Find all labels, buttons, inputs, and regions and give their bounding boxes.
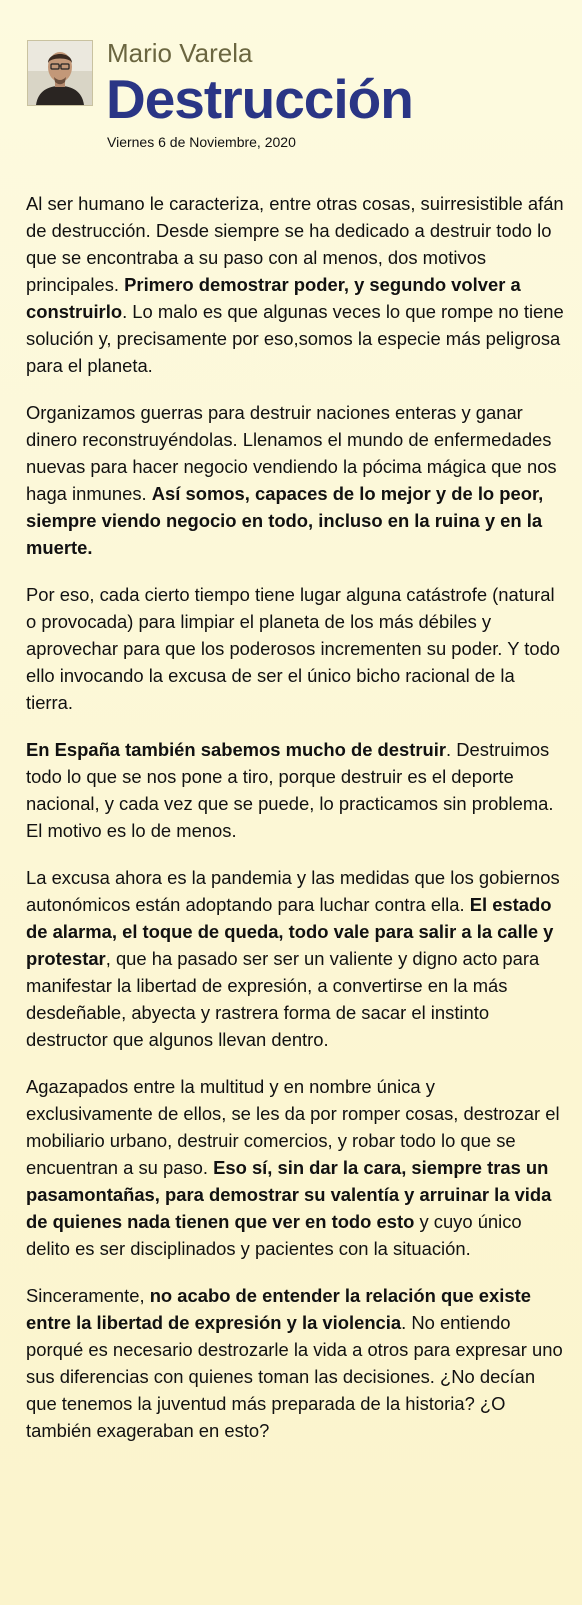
author-photo-icon [28, 41, 92, 105]
article-header [0, 0, 582, 160]
article-paragraph [26, 736, 566, 844]
article-paragraph [26, 190, 566, 379]
paragraph-bold-text: no acabo de entender la relación que existe entre la libertad de expresión y la violencia [26, 1285, 531, 1333]
paragraph-bold-text: El estado de alarma, el toque de queda, todo vale para salir a la calle y protestar [26, 894, 554, 969]
paragraph-text: . No entiendo porqué es necesario destrozarle la vida a otros para expresar uno sus diferencias con quienes toman las decisiones. ¿No decían que tenemos la juventud más preparada de la historia? ¿O también exageraban en esto? [26, 1312, 563, 1441]
paragraph-text: . Destruimos todo lo que se nos pone a tiro, porque destruir es el deporte nacional, y cada vez que se puede, lo practicamos sin problema. El motivo es lo de menos. [26, 739, 554, 841]
paragraph-text: y cuyo único delito es ser disciplinados y pacientes con la situación. [26, 1211, 522, 1259]
article-paragraph [26, 1282, 566, 1444]
paragraph-bold-text: Así somos, capaces de lo mejor y de lo peor, siempre viendo negocio en todo, incluso en la ruina y en la muerte. [26, 483, 544, 558]
article-date: Viernes 6 de Noviembre, 2020 [107, 134, 296, 150]
paragraph-text: Agazapados entre la multitud y en nombre única y exclusivamente de ellos, se les da por romper cosas, destrozar el mobiliario urbano, destruir comercios, y robar todo lo que se encuentran a su paso. [26, 1076, 560, 1178]
paragraph-text: La excusa ahora es la pandemia y las medidas que los gobiernos autonómicos están adoptando para luchar contra ella. [26, 867, 560, 915]
article-paragraph [26, 1073, 566, 1262]
article-paragraph [26, 864, 566, 1053]
paragraph-text: , que ha pasado ser ser un valiente y digno acto para manifestar la libertad de expresión, a convertirse en la más desdeñable, abyecta y rastrera forma de sacar el instinto destructor que algunos llevan dentro. [26, 948, 540, 1050]
author-name: Mario Varela [107, 38, 253, 68]
paragraph-text: Sinceramente, [26, 1285, 150, 1306]
paragraph-bold-text: Primero demostrar poder, y segundo volver a construirlo [26, 274, 521, 322]
paragraph-text: . Lo malo es que algunas veces lo que rompe no tiene solución y, precisamente por eso,somos la especie más peligrosa para el planeta. [26, 301, 564, 376]
paragraph-text: Por eso, cada cierto tiempo tiene lugar alguna catástrofe (natural o provocada) para limpiar el planeta de los más débiles y aprovechar para que los poderosos incrementen su poder. Y todo ello invocando la excusa de ser el único bicho racional de la tierra. [26, 584, 561, 713]
article-paragraph [26, 581, 566, 716]
paragraph-bold-text: Eso sí, sin dar la cara, siempre tras un pasamontañas, para demostrar su valentía y arruinar la vida de quienes nada tienen que ver en todo esto [26, 1157, 552, 1232]
paragraph-text: Organizamos guerras para destruir naciones enteras y ganar dinero reconstruyéndolas. Llenamos el mundo de enfermedades nuevas para hacer negocio vendiendo la pócima mágica que nos haga inmunes. [26, 402, 557, 504]
article-body [26, 190, 566, 1464]
author-avatar [27, 40, 93, 106]
article-title: Destrucción [106, 68, 413, 130]
paragraph-text: Al ser humano le caracteriza, entre otras cosas, suirresistible afán de destrucción. Desde siempre se ha dedicado a destruir todo lo que se encontraba a su paso con al menos, dos motivos principales. [26, 193, 564, 295]
article-paragraph [26, 399, 566, 561]
paragraph-bold-text: En España también sabemos mucho de destruir [26, 739, 447, 760]
